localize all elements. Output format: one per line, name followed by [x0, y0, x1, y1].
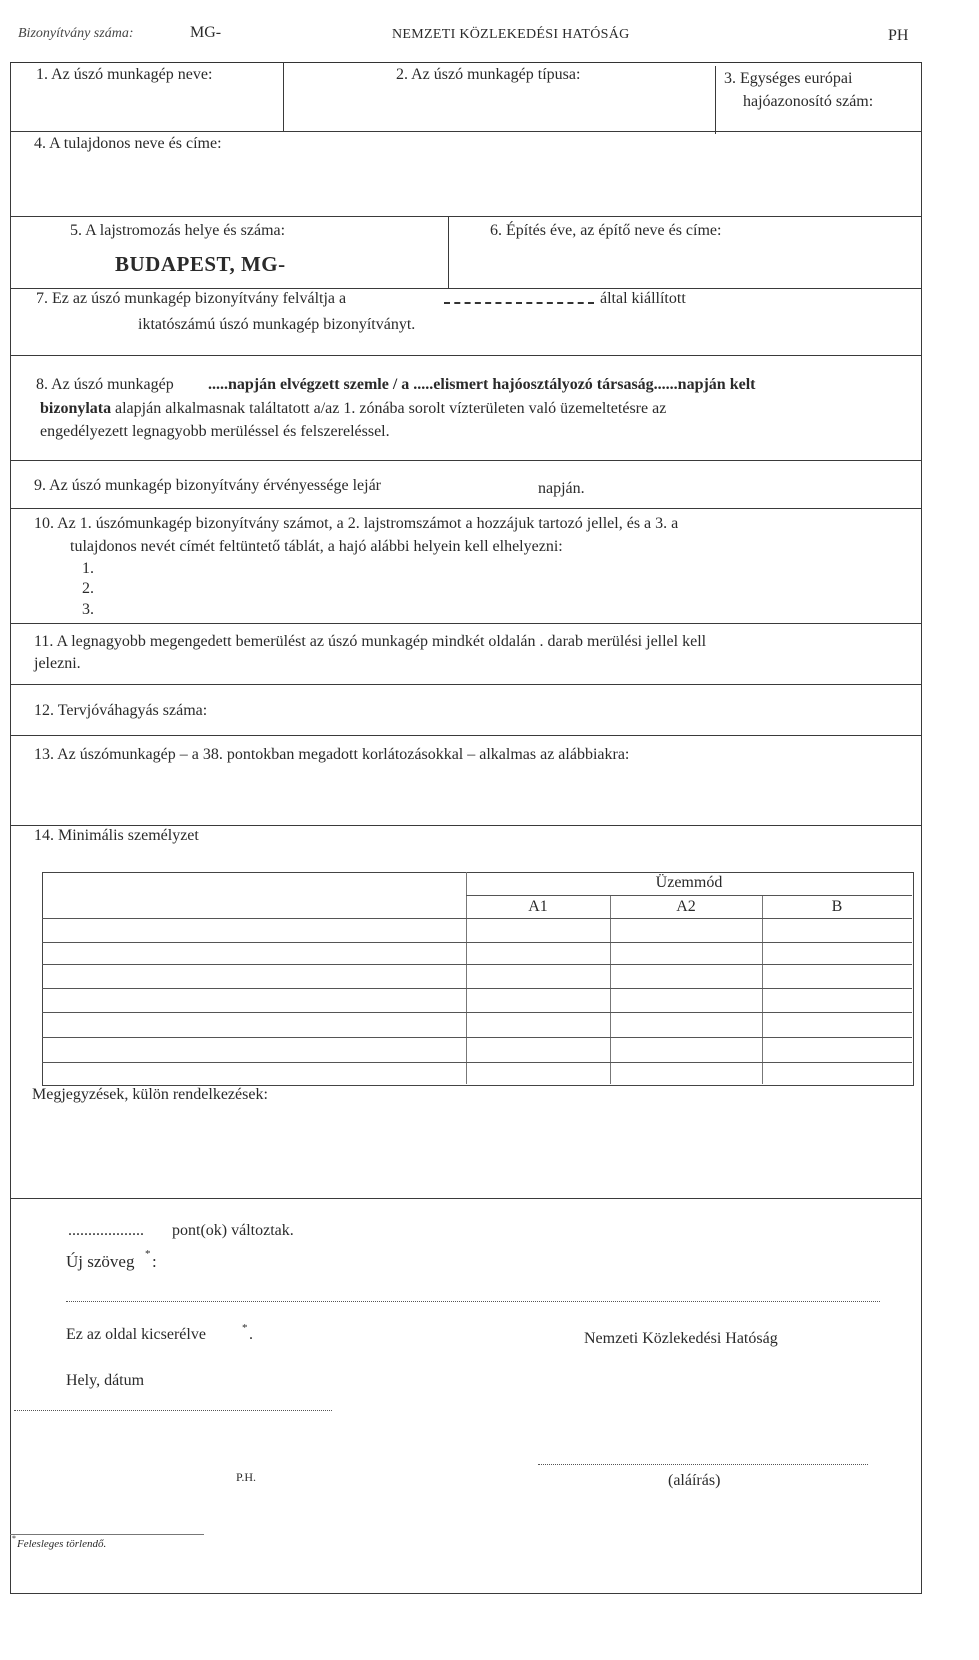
field-10-item-1: 1.: [82, 560, 94, 577]
place-date-label: Hely, dátum: [66, 1372, 145, 1389]
footnote-text: Felesleges törlendő.: [17, 1538, 107, 1550]
field-11-line1: 11. A legnagyobb megengedett bemerülést az úszó munkagép mindkét oldalán . darab merülési jellel kell: [34, 633, 707, 650]
authority-title: NEMZETI KÖZLEKEDÉSI HATÓSÁG: [392, 27, 630, 42]
field-11-line2: jelezni.: [34, 655, 81, 672]
field-4-label: 4. A tulajdonos neve és címe:: [34, 135, 222, 152]
field-10-line1: 10. Az 1. úszómunkagép bizonyítvány számot, a 2. lajstromszámot a hozzájuk tartozó jellel, és a 3. a: [34, 515, 679, 532]
field-8-line1-b: .....napján elvégzett szemle / a .....elismert hajóosztályozó társaság......napján kelt: [208, 376, 756, 393]
field-5-label: 5. A lajstromozás helye és száma:: [70, 222, 286, 239]
field-5-value: BUDAPEST, MG-: [115, 252, 286, 276]
field-13-label: 13. Az úszómunkagép – a 38. pontokban megadott korlátozásokkal – alkalmas az alábbiakra:: [34, 746, 630, 763]
crew-table-col-b: B: [831, 898, 843, 915]
field-3-label-1: 3. Egységes európai: [724, 70, 853, 87]
field-3-label-2: hajóazonosító szám:: [743, 93, 874, 110]
ph-code: PH: [888, 27, 909, 44]
crew-table-col-a2: A2: [676, 898, 696, 915]
field-7-line1-a: 7. Ez az úszó munkagép bizonyítvány felváltja a: [36, 290, 347, 307]
field-8-line1-a: 8. Az úszó munkagép: [36, 376, 174, 393]
cert-number-value: MG-: [190, 24, 222, 41]
points-dots: ...................: [68, 1222, 144, 1239]
field-9-label: 9. Az úszó munkagép bizonyítvány érvényessége lejár: [34, 477, 381, 494]
crew-table-group-header: Üzemmód: [655, 874, 723, 891]
new-text-line[interactable]: [66, 1301, 880, 1302]
signature-label: (aláírás): [668, 1472, 721, 1489]
new-text-label: Új szöveg: [66, 1252, 135, 1271]
points-changed: pont(ok) változtak.: [172, 1222, 294, 1239]
crew-table-col-a1: A1: [528, 898, 548, 915]
field-2-label: 2. Az úszó munkagép típusa:: [396, 66, 581, 83]
page-replaced-label: Ez az oldal kicserélve: [66, 1326, 206, 1343]
field-10-item-2: 2.: [82, 580, 94, 597]
field-12-label: 12. Tervjóváhagyás száma:: [34, 702, 208, 719]
signature-line[interactable]: [538, 1464, 868, 1465]
field-8-line2-b: alapján alkalmasnak találtatott a/az 1. zónába sorolt vízterületen való üzemeltetésre az: [115, 400, 667, 417]
field-6-label: 6. Építés éve, az építő neve és címe:: [490, 222, 722, 239]
authority-signature-title: Nemzeti Közlekedési Hatóság: [584, 1330, 778, 1347]
footnote-asterisk: *: [12, 1534, 16, 1543]
cert-number-label: Bizonyítvány száma:: [18, 26, 134, 41]
field-7-line1-b: által kiállított: [600, 290, 686, 307]
field-14-label: 14. Minimális személyzet: [34, 827, 199, 844]
remarks-label: Megjegyzések, külön rendelkezések:: [32, 1086, 268, 1103]
field-10-item-3: 3.: [82, 601, 94, 618]
field-7-line2: iktatószámú úszó munkagép bizonyítványt.: [138, 316, 416, 333]
field-9-suffix: napján.: [538, 480, 585, 497]
page-replaced-period: .: [249, 1326, 253, 1343]
ph-stamp-label: P.H.: [236, 1470, 257, 1484]
field-8-line2-a: bizonylata: [40, 400, 112, 417]
new-text-colon: :: [152, 1252, 157, 1271]
field-10-line2: tulajdonos nevét címét feltüntető táblát, a hajó alábbi helyein kell elhelyezni:: [70, 538, 563, 555]
field-1-label: 1. Az úszó munkagép neve:: [36, 66, 213, 83]
page-replaced-asterisk: *: [242, 1322, 248, 1334]
new-text-asterisk: *: [145, 1248, 151, 1260]
place-date-line[interactable]: [14, 1410, 332, 1411]
field-8-line3: engedélyezett legnagyobb merüléssel és felszereléssel.: [40, 423, 390, 440]
